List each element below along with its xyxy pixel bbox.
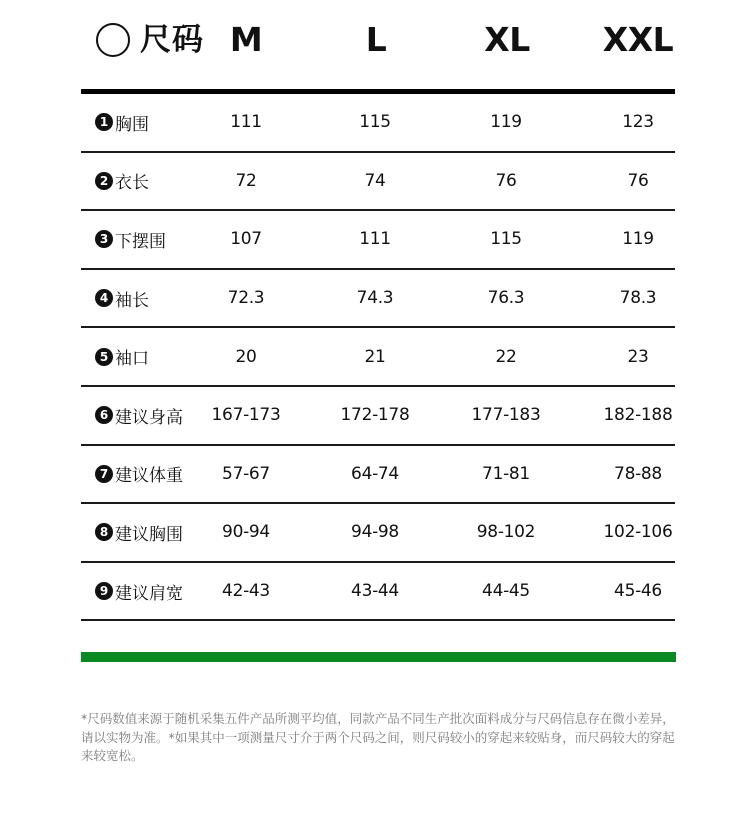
table-cell: 172-178 bbox=[340, 405, 410, 426]
table-cell: 23 bbox=[627, 346, 649, 367]
table-cell: 177-183 bbox=[471, 405, 541, 426]
table-cell: 74.3 bbox=[356, 288, 394, 309]
table-cell: 107 bbox=[230, 229, 262, 250]
table-cell: 182-188 bbox=[603, 405, 673, 426]
table-cell: 20 bbox=[235, 346, 257, 367]
table-row bbox=[81, 211, 675, 270]
row-label-text: 衣长 bbox=[115, 173, 149, 194]
table-row bbox=[81, 328, 675, 387]
table-row bbox=[81, 270, 675, 329]
table-cell: 123 bbox=[622, 112, 654, 133]
row-number-badge: 9 bbox=[95, 582, 113, 600]
table-cell: 119 bbox=[490, 112, 522, 133]
table-cell: 90-94 bbox=[222, 522, 270, 543]
row-label bbox=[95, 504, 183, 561]
row-label bbox=[95, 387, 183, 444]
row-number-badge: 6 bbox=[95, 406, 113, 424]
row-label bbox=[95, 446, 183, 503]
circle-icon bbox=[96, 23, 130, 57]
table-row bbox=[81, 94, 675, 153]
table-cell: 21 bbox=[364, 346, 386, 367]
table-cell: 102-106 bbox=[603, 522, 673, 543]
size-header-xxl: XXL bbox=[602, 20, 674, 59]
table-cell: 94-98 bbox=[351, 522, 399, 543]
size-table bbox=[81, 94, 675, 621]
row-number-badge: 5 bbox=[95, 348, 113, 366]
table-cell: 71-81 bbox=[482, 463, 530, 484]
accent-bar bbox=[81, 652, 676, 662]
table-cell: 64-74 bbox=[351, 463, 399, 484]
table-cell: 76 bbox=[495, 170, 517, 191]
size-header-xl: XL bbox=[484, 20, 530, 59]
table-cell: 115 bbox=[490, 229, 522, 250]
table-cell: 76 bbox=[627, 170, 649, 191]
table-row bbox=[81, 563, 675, 622]
table-cell: 98-102 bbox=[476, 522, 536, 543]
row-number-badge: 2 bbox=[95, 172, 113, 190]
table-cell: 57-67 bbox=[222, 463, 270, 484]
table-cell: 115 bbox=[359, 112, 391, 133]
row-label bbox=[95, 211, 166, 268]
row-label-text: 建议体重 bbox=[115, 466, 183, 487]
table-cell: 111 bbox=[230, 112, 262, 133]
table-cell: 76.3 bbox=[487, 288, 525, 309]
row-number-badge: 1 bbox=[95, 113, 113, 131]
row-label bbox=[95, 328, 149, 385]
table-cell: 78-88 bbox=[614, 463, 662, 484]
row-number-badge: 8 bbox=[95, 523, 113, 541]
row-label bbox=[95, 270, 149, 327]
row-label bbox=[95, 94, 149, 151]
size-footnote: *尺码数值来源于随机采集五件产品所测平均值，同款产品不同生产批次面料成分与尺码信息存在微小差异，请以实物为准。*如果其中一项测量尺寸介于两个尺码之间，则尺码较小的穿起来较贴身，而尺码较大的穿起来较宽松。 bbox=[81, 711, 675, 764]
row-number-badge: 4 bbox=[95, 289, 113, 307]
row-label-text: 建议胸围 bbox=[115, 524, 183, 545]
table-cell: 72.3 bbox=[227, 288, 265, 309]
table-cell: 74 bbox=[364, 170, 386, 191]
row-label bbox=[95, 563, 183, 620]
table-cell: 22 bbox=[495, 346, 517, 367]
table-cell: 167-173 bbox=[211, 405, 281, 426]
size-header-m: M bbox=[229, 20, 263, 59]
size-header-l: L bbox=[365, 20, 387, 59]
row-number-badge: 7 bbox=[95, 465, 113, 483]
row-label-text: 胸围 bbox=[115, 114, 149, 135]
table-cell: 45-46 bbox=[614, 581, 662, 602]
size-chart-title: 尺码 bbox=[140, 22, 204, 58]
size-chart-header bbox=[0, 0, 750, 90]
row-label-text: 下摆围 bbox=[115, 231, 166, 252]
table-cell: 72 bbox=[235, 170, 257, 191]
table-row bbox=[81, 153, 675, 212]
row-label bbox=[95, 153, 149, 210]
table-row bbox=[81, 446, 675, 505]
table-cell: 44-45 bbox=[482, 581, 530, 602]
table-cell: 111 bbox=[359, 229, 391, 250]
row-label-text: 袖长 bbox=[115, 290, 149, 311]
table-row bbox=[81, 387, 675, 446]
table-cell: 42-43 bbox=[222, 581, 270, 602]
row-number-badge: 3 bbox=[95, 230, 113, 248]
table-cell: 119 bbox=[622, 229, 654, 250]
row-label-text: 建议身高 bbox=[115, 407, 183, 428]
table-cell: 78.3 bbox=[619, 288, 657, 309]
table-row bbox=[81, 504, 675, 563]
row-label-text: 袖口 bbox=[115, 349, 149, 370]
table-cell: 43-44 bbox=[351, 581, 399, 602]
row-label-text: 建议肩宽 bbox=[115, 583, 183, 604]
